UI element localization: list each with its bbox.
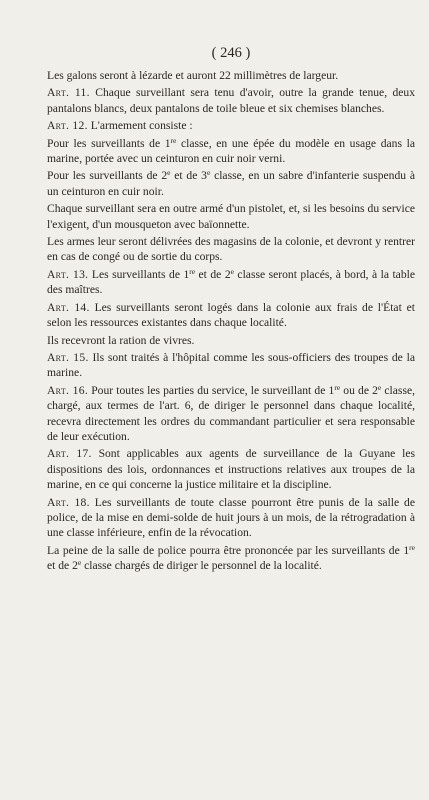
- paragraph-text: Pour toutes les parties du service, le surveillant de 1re ou de 2e classe, chargé, aux termes de l'art. 6, de diriger le personnel dans chaque localité, recevra directement les ordres du commandant particulier et sera responsable de leur exécution.: [47, 382, 415, 443]
- paragraph-text: Les armes leur seront délivrées des magasins de la colonie, et devront y rentrer en cas de congé ou de sortie du corps.: [47, 235, 415, 264]
- paragraph-text: Chaque surveillant sera tenu d'avoir, outre la grande tenue, deux pantalons blancs, deux pantalons de toile bleue et six chemises blanches.: [47, 86, 415, 115]
- body-text: [47, 68, 415, 574]
- article-number: Art. 11.: [47, 86, 90, 100]
- paragraph-text: Ils sont traités à l'hôpital comme les sous-officiers des troupes de la marine.: [47, 350, 415, 380]
- paragraph: [47, 543, 415, 574]
- paragraph-text: Ils recevront la ration de vivres.: [47, 333, 195, 347]
- article-number: Art. 16.: [47, 383, 89, 397]
- paragraph: [47, 136, 415, 167]
- paragraph: [47, 201, 415, 232]
- page-number: ( 246 ): [211, 45, 251, 61]
- paragraph: [47, 85, 415, 116]
- paragraph-text: Les surveillants de 1re et de 2e classe seront placés, à bord, à la table des maîtres.: [47, 266, 415, 297]
- article-number: Art. 17.: [47, 447, 92, 461]
- paragraph-text: Les surveillants seront logés dans la colonie aux frais de l'État et selon les ressources existantes dans chaque localité.: [47, 300, 415, 330]
- paragraph: [47, 168, 415, 199]
- paragraph: [47, 234, 415, 265]
- article-number: Art. 14.: [47, 300, 90, 314]
- paragraph-text: Les galons seront à lézarde et auront 22 millimètres de largeur.: [47, 69, 339, 82]
- paragraph-text: Chaque surveillant sera en outre armé d'un pistolet, et, si les besoins du service l'exigent, d'un mousqueton avec baïonnette.: [47, 202, 415, 231]
- paragraph-text: Les surveillants de toute classe pourront être punis de la salle de police, de la mise en demi-solde de huit jours à un mois, de la rétrogradation à une classe inférieure, enfin de la révocation.: [47, 495, 415, 540]
- paragraph: [47, 68, 415, 83]
- paragraph: [47, 495, 415, 541]
- article-number: Art. 12.: [47, 119, 88, 133]
- article-number: Art. 18.: [47, 495, 90, 509]
- paragraph-text: L'armement consiste :: [90, 119, 193, 133]
- paragraph: [47, 300, 415, 331]
- article-number: Art. 15.: [47, 350, 89, 364]
- paragraph: [47, 446, 415, 492]
- paragraph-text: La peine de la salle de police pourra être prononcée par les surveillants de 1re et de 2e classe chargés de diriger le personnel de la localité.: [47, 542, 415, 573]
- paragraph: [47, 383, 415, 445]
- paragraph-text: Pour les surveillants de 1re classe, en une épée du modèle en usage dans la marine, portée avec un ceinturon en cuir noir verni.: [47, 135, 415, 166]
- paragraph: [47, 267, 415, 298]
- paragraph: [47, 118, 415, 133]
- article-number: Art. 13.: [47, 267, 89, 281]
- paragraph-text: Sont applicables aux agents de surveillance de la Guyane les dispositions des lois, ordonnances et instructions relatives aux troupes de la marine, en ce qui concerne la justice militaire et la discipline.: [47, 447, 415, 492]
- paragraph: [47, 350, 415, 381]
- paragraph-text: Pour les surveillants de 2e et de 3e classe, en un sabre d'infanterie suspendu à un ceinturon en cuir noir.: [47, 168, 415, 198]
- paragraph: [47, 333, 415, 348]
